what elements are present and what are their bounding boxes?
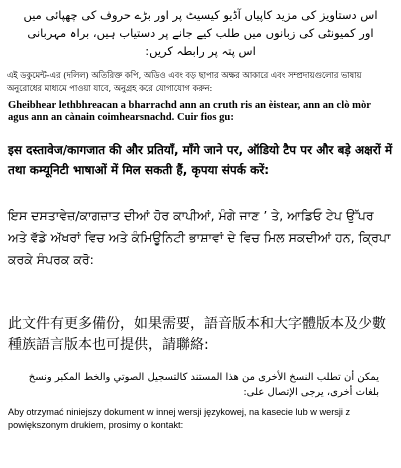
- arabic-paragraph: يمكن أن تطلب النسخ الأخرى من هذا المستند كالتسجيل الصوتي والخط المكبر ونسخ بلغات أخرى، يرجى الإتصال على:: [28, 372, 379, 398]
- bengali-paragraph: এই ডকুমেন্ট-এর (দলিল) অতিরিক্ত কপি, অডিও এবং বড় ছাপার অক্ষর আকারে এবং সম্প্রদায়গুলোর ভাষায় অনুরোধের মাধ্যমে পাওয়া যাবে, অনুগ্রহ করে যোগাযোগ করুন:: [7, 70, 362, 93]
- polish-paragraph: Aby otrzymać niniejszy dokument w innej wersji językowej, na kasecie lub w wersji z powiększonym drukiem, prosimy o kontakt:: [8, 407, 351, 430]
- hindi-paragraph: इस दस्तावेज/कागजात की और प्रतियाँ, माँगे जाने पर, ऑडियो टैप पर और बड़े अक्षरों में तथा कम्यूनिटी भाषाओं में मिल सकती हैं, कृपया संपर्क करें:: [8, 143, 393, 177]
- gaelic-paragraph: Gheibhear lethbhreacan a bharrachd ann an cruth ris an èistear, ann an clò mòr agus ann an cànain coimhearsnachd. Cuir fios gu:: [8, 100, 371, 123]
- chinese-paragraph: 此文件有更多備份，如果需要，語音版本和大字體版本及少數種族語言版本也可提供，請聯絡:: [8, 316, 386, 353]
- urdu-paragraph: اس دستاویز کی مزید کاپیاں آڈیو کیسیٹ پر اور بڑے حروف کی چھپائی میں اور کمیونٹی کی زبانوں میں طلب کیے جانے پر دستیاب ہیں، براہ مہربانی اس پتہ پر رابطہ کریں:: [23, 8, 378, 58]
- punjabi-paragraph: ਇਸ ਦਸਤਾਵੇਜ਼/ਕਾਗਜ਼ਾਤ ਦੀਆਂ ਹੋਰ ਕਾਪੀਆਂ, ਮੰਗੇ ਜਾਣ ’ ਤੇ, ਆਡਿਓ ਟੇਪ ਉੱਪਰ ਅਤੇ ਵੱਡੇ ਅੱਖਰਾਂ ਵਿਚ ਅਤੇ ਕੰਮਿਊਨਿਟੀ ਭਾਸ਼ਾਵਾਂ ਦੇ ਵਿਚ ਮਿਲ ਸਕਦੀਆਂ ਹਨ, ਕ੍ਰਿਪਾ ਕਰਕੇ ਸੰਪਰਕ ਕਰੋ:: [8, 208, 391, 267]
